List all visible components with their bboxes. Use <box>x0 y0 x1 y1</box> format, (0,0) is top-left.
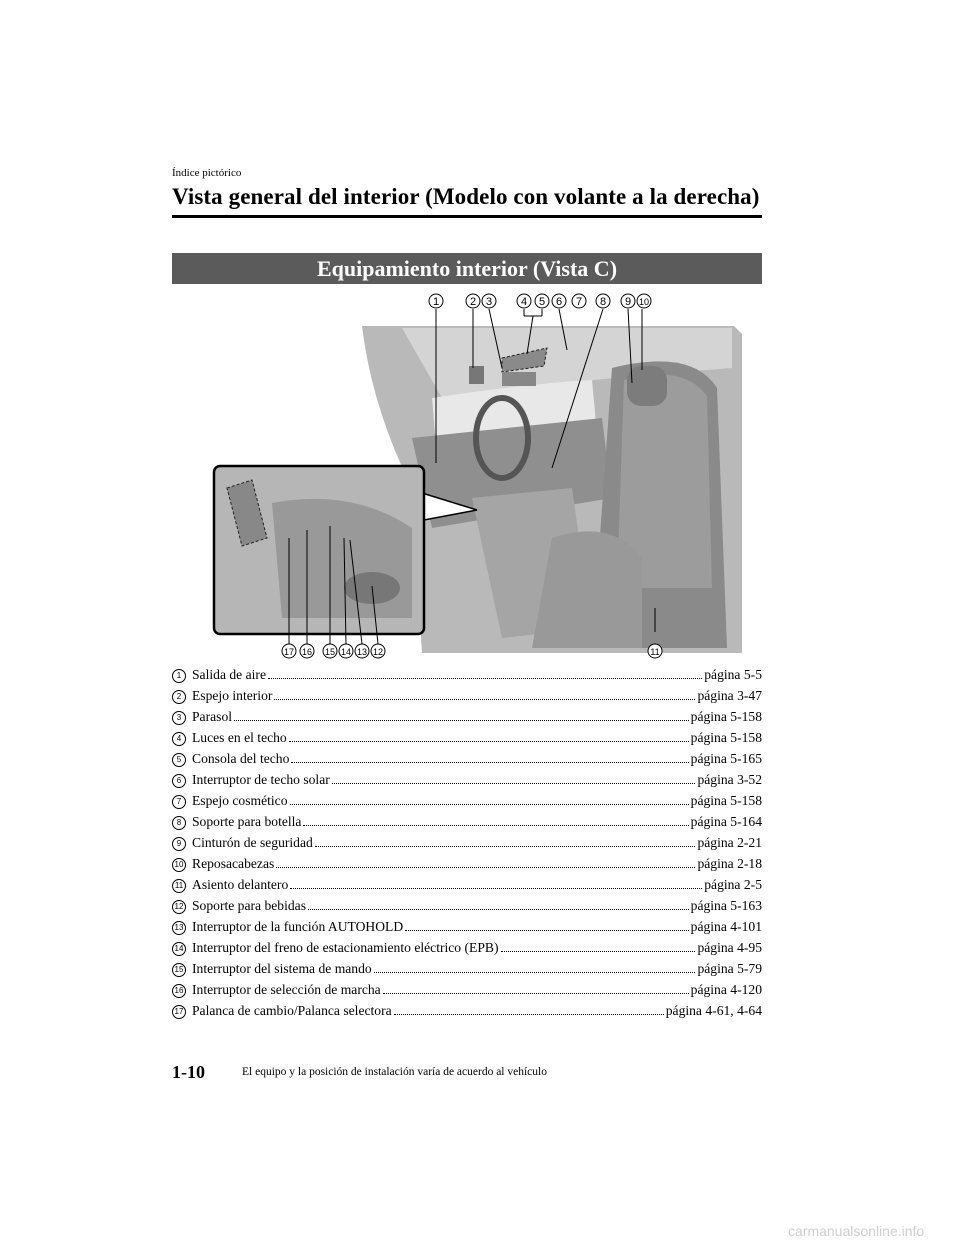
item-label: Salida de aire <box>192 667 266 682</box>
list-item <box>172 814 762 835</box>
page-reference[interactable]: página 5-158 <box>690 730 762 745</box>
item-label: Cinturón de seguridad <box>192 835 313 850</box>
page-reference[interactable]: página 2-18 <box>697 856 762 871</box>
page-reference[interactable]: página 2-21 <box>697 835 762 850</box>
page-reference[interactable]: página 5-165 <box>690 751 762 766</box>
item-label: Asiento delantero <box>192 877 289 892</box>
callout-15 <box>323 644 337 658</box>
item-label: Reposacabezas <box>192 856 275 871</box>
list-item <box>172 730 762 751</box>
item-label: Parasol <box>192 709 233 724</box>
svg-text:13: 13 <box>356 647 368 657</box>
callout-12 <box>371 644 385 658</box>
item-number: 11 <box>172 879 186 893</box>
page-reference[interactable]: página 4-61, 4-64 <box>665 1003 762 1018</box>
svg-text:2: 2 <box>469 296 477 308</box>
item-number: 14 <box>172 942 186 956</box>
item-number: 15 <box>172 963 186 977</box>
callout-1 <box>429 294 443 308</box>
svg-text:16: 16 <box>301 647 313 657</box>
item-number: 5 <box>172 753 186 767</box>
svg-text:5: 5 <box>538 296 546 308</box>
item-number: 3 <box>172 711 186 725</box>
page-reference[interactable]: página 5-5 <box>704 667 762 682</box>
leader-dots <box>501 951 696 952</box>
section-label: Índice pictórico <box>172 167 242 179</box>
list-item <box>172 1003 762 1024</box>
leader-dots <box>274 699 695 700</box>
item-number: 13 <box>172 921 186 935</box>
item-label: Consola del techo <box>192 751 290 766</box>
leader-dots <box>289 741 689 742</box>
item-number: 16 <box>172 984 186 998</box>
list-item <box>172 856 762 877</box>
item-label: Soporte para botella <box>192 814 302 829</box>
item-number: 10 <box>172 858 186 872</box>
svg-text:10: 10 <box>638 297 650 307</box>
page-reference[interactable]: página 4-95 <box>697 940 762 955</box>
page-reference[interactable]: página 5-163 <box>690 898 762 913</box>
leader-dots <box>405 930 688 931</box>
footer-note: El equipo y la posición de instalación varía de acuerdo al vehículo <box>242 1066 547 1078</box>
leader-dots <box>315 846 696 847</box>
callout-10 <box>637 294 651 308</box>
item-label: Interruptor de techo solar <box>192 772 330 787</box>
svg-text:4: 4 <box>520 296 528 308</box>
svg-text:1: 1 <box>432 296 440 308</box>
callout-8 <box>596 294 610 308</box>
svg-text:11: 11 <box>650 647 660 657</box>
leader-dots <box>268 678 702 679</box>
leader-dots <box>374 972 696 973</box>
item-number: 12 <box>172 900 186 914</box>
item-number: 4 <box>172 732 186 746</box>
list-item <box>172 961 762 982</box>
callout-3 <box>482 294 496 308</box>
callout-11 <box>648 644 662 658</box>
list-item <box>172 835 762 856</box>
callout-7 <box>572 294 586 308</box>
page-reference[interactable]: página 5-158 <box>690 793 762 808</box>
item-label: Soporte para bebidas <box>192 898 307 913</box>
page-reference[interactable]: página 3-52 <box>697 772 762 787</box>
item-number: 6 <box>172 774 186 788</box>
item-label: Interruptor del sistema de mando <box>192 961 372 976</box>
list-item <box>172 688 762 709</box>
list-item <box>172 919 762 940</box>
leader-dots <box>290 888 702 889</box>
page-reference[interactable]: página 4-120 <box>690 982 762 997</box>
callout-2 <box>466 294 480 308</box>
svg-text:14: 14 <box>340 647 352 657</box>
item-label: Interruptor de la función AUTOHOLD <box>192 919 404 934</box>
item-label: Espejo cosmético <box>192 793 288 808</box>
svg-text:3: 3 <box>485 296 493 308</box>
leader-dots <box>383 993 689 994</box>
leader-dots <box>276 867 695 868</box>
page-reference[interactable]: página 4-101 <box>690 919 762 934</box>
item-number: 17 <box>172 1005 186 1019</box>
list-item <box>172 940 762 961</box>
leader-dots <box>291 762 688 763</box>
leader-dots <box>394 1014 664 1015</box>
item-label: Palanca de cambio/Palanca selectora <box>192 1003 392 1018</box>
page-number: 1-10 <box>172 1062 205 1082</box>
page-reference[interactable]: página 5-79 <box>697 961 762 976</box>
list-item <box>172 709 762 730</box>
svg-text:15: 15 <box>324 647 336 657</box>
svg-text:6: 6 <box>555 296 563 308</box>
item-number: 9 <box>172 837 186 851</box>
section-banner: Equipamiento interior (Vista C) <box>172 253 762 284</box>
item-number: 2 <box>172 690 186 704</box>
item-label: Interruptor del freno de estacionamiento eléctrico (EPB) <box>192 940 499 955</box>
svg-text:7: 7 <box>575 296 583 308</box>
page-title: Vista general del interior (Modelo con volante a la derecha) <box>172 184 760 209</box>
callout-16 <box>300 644 314 658</box>
list-item <box>172 793 762 814</box>
item-label: Espejo interior <box>192 688 273 703</box>
item-label: Interruptor de selección de marcha <box>192 982 381 997</box>
list-item <box>172 982 762 1003</box>
callout-4 <box>517 294 531 308</box>
leader-dots <box>234 720 689 721</box>
leader-dots <box>332 783 696 784</box>
leader-dots <box>290 804 689 805</box>
item-number: 1 <box>172 669 186 683</box>
svg-text:8: 8 <box>599 296 607 308</box>
svg-text:17: 17 <box>283 647 295 657</box>
page-reference[interactable]: página 5-158 <box>690 709 762 724</box>
leader-dots <box>308 909 689 910</box>
title-rule <box>172 215 762 218</box>
svg-text:12: 12 <box>372 647 384 657</box>
item-number: 8 <box>172 816 186 830</box>
item-list <box>172 667 762 1024</box>
list-item <box>172 772 762 793</box>
interior-illustration <box>172 288 762 660</box>
item-label: Luces en el techo <box>192 730 287 745</box>
page-reference[interactable]: página 5-164 <box>690 814 762 829</box>
svg-text:9: 9 <box>624 296 632 308</box>
item-number: 7 <box>172 795 186 809</box>
list-item <box>172 877 762 898</box>
leader-dots <box>303 825 688 826</box>
page-reference[interactable]: página 2-5 <box>704 877 762 892</box>
callout-17 <box>282 644 296 658</box>
watermark: carmanualsonline.info <box>788 1223 925 1239</box>
callout-5 <box>535 294 549 308</box>
callout-6 <box>552 294 566 308</box>
page-reference[interactable]: página 3-47 <box>697 688 762 703</box>
list-item <box>172 751 762 772</box>
callout-13 <box>355 644 369 658</box>
list-item <box>172 898 762 919</box>
callout-9 <box>621 294 635 308</box>
callout-14 <box>339 644 353 658</box>
list-item <box>172 667 762 688</box>
